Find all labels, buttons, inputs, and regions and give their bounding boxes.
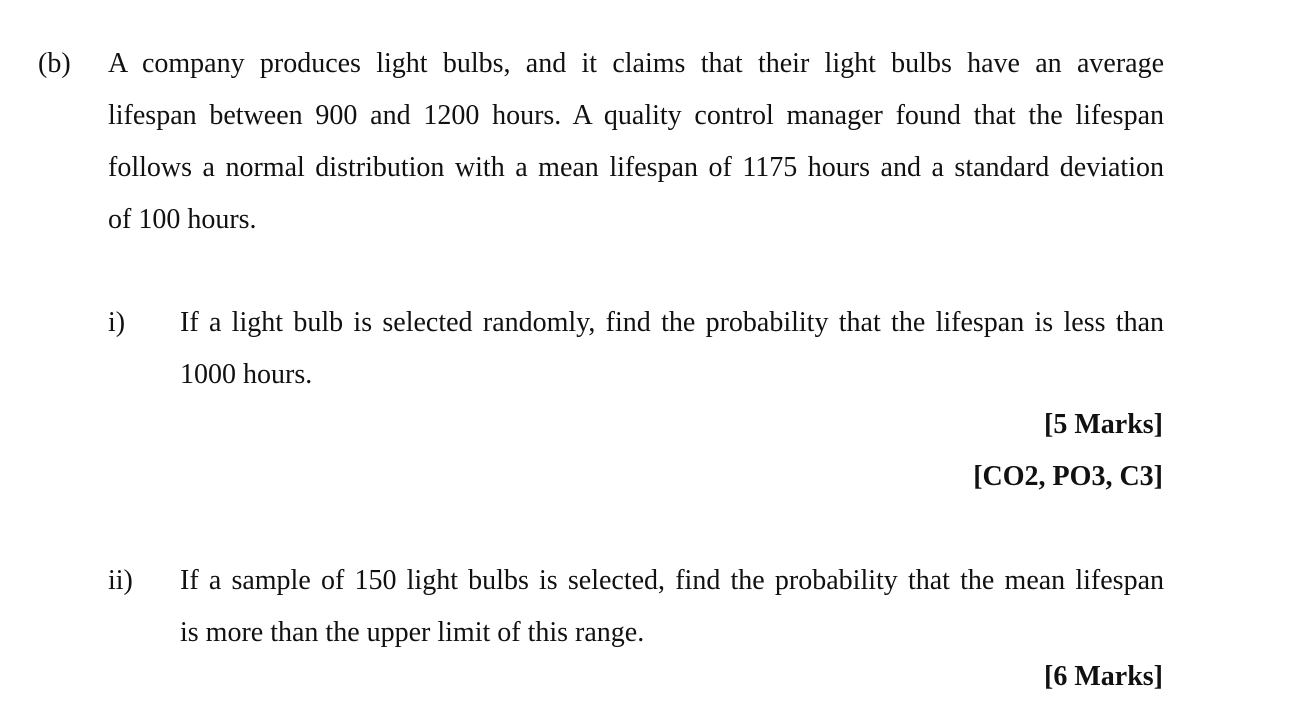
question-ii-line: If a sample of 150 light bulbs is selected, find the probability that the mean lifespan	[180, 565, 1164, 596]
part-b-label: (b)	[38, 48, 71, 79]
question-i-text	[180, 297, 1164, 401]
question-ii-text	[180, 555, 1164, 659]
question-ii-label: ii)	[108, 565, 133, 596]
question-i-label: i)	[108, 307, 126, 338]
question-i-line: If a light bulb is selected randomly, find the probability that the lifespan is less than	[180, 307, 1164, 338]
question-ii-line: is more than the upper limit of this range.	[180, 617, 645, 648]
part-b-line: follows a normal distribution with a mean lifespan of 1175 hours and a standard deviation	[108, 152, 1164, 183]
part-b-text	[108, 38, 1164, 246]
question-ii-marks: [6 Marks]	[1044, 661, 1163, 692]
question-i-marks: [5 Marks]	[1044, 409, 1163, 440]
question-i-line: 1000 hours.	[180, 359, 313, 390]
question-i-outcomes: [CO2, PO3, C3]	[973, 461, 1163, 492]
part-b-line: A company produces light bulbs, and it claims that their light bulbs have an average	[108, 48, 1164, 79]
part-b-line: of 100 hours.	[108, 204, 257, 235]
part-b-line: lifespan between 900 and 1200 hours. A quality control manager found that the lifespan	[108, 100, 1164, 131]
